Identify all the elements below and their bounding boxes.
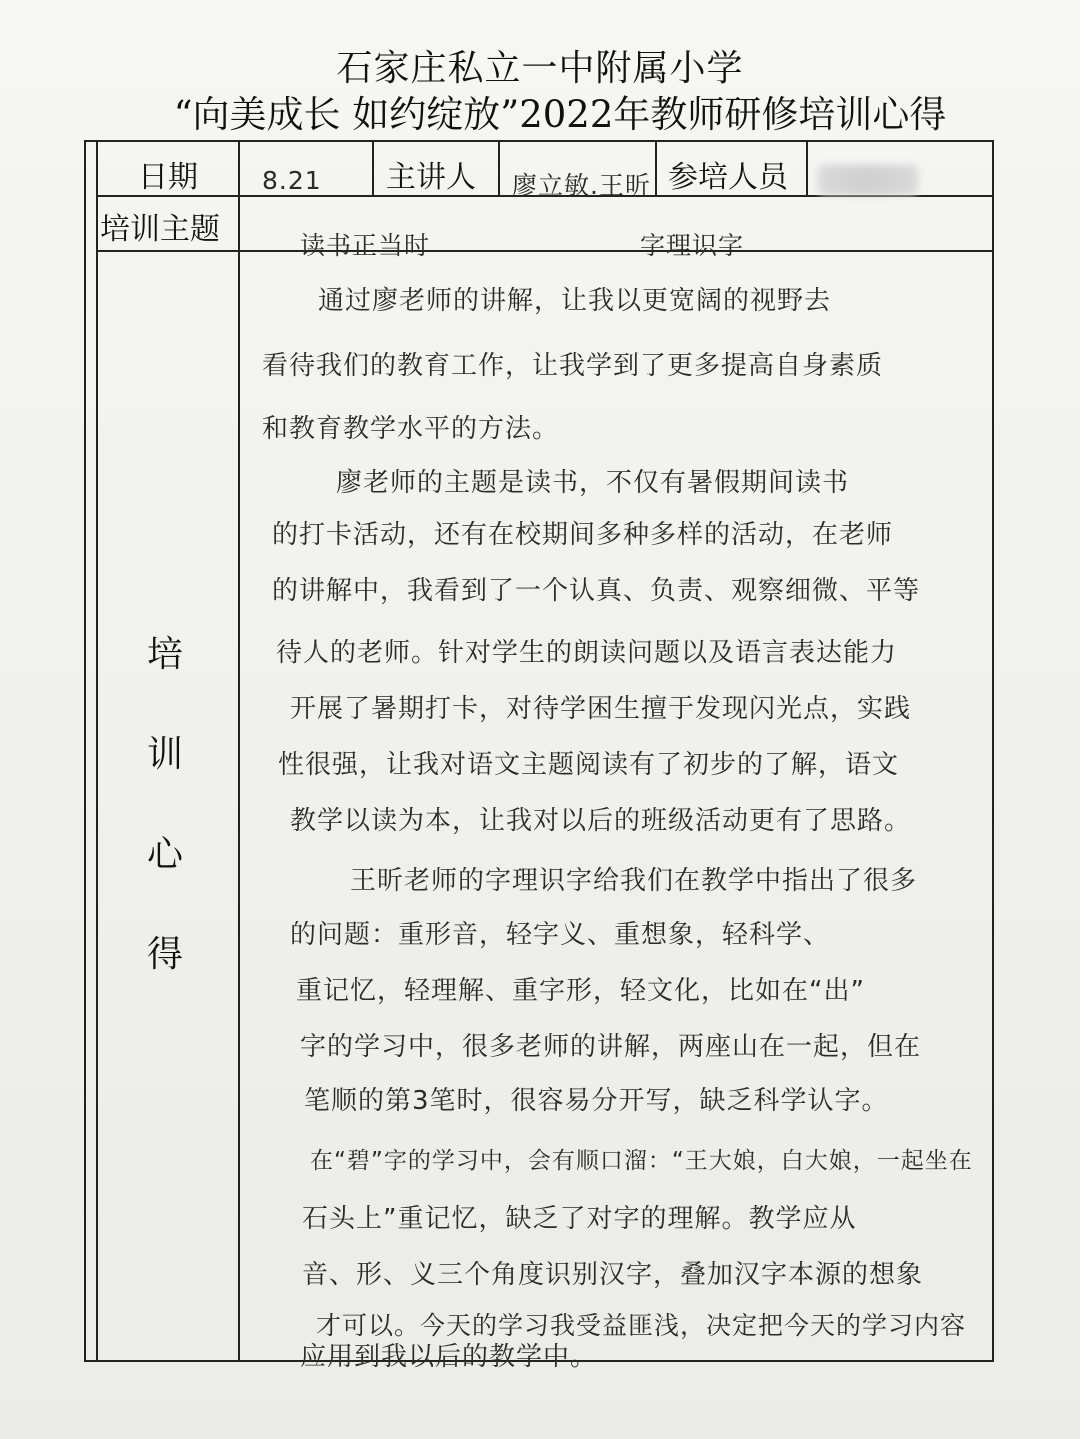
reflection-line: 和教育教学水平的方法。 — [262, 414, 560, 444]
school-name: 石家庄私立一中附属小学 — [336, 48, 744, 89]
reflection-line: 在“碧”字的学习中，会有顺口溜：“王大娘，白大娘，一起坐在 — [310, 1148, 973, 1174]
reflection-line: 待人的老师。针对学生的朗读问题以及语言表达能力 — [276, 638, 898, 668]
reflection-line: 看待我们的教育工作，让我学到了更多提高自身素质 — [262, 351, 884, 381]
row-divider-2 — [96, 250, 994, 252]
reflection-line: 才可以。今天的学习我受益匪浅，决定把今天的学习内容 — [316, 1311, 967, 1340]
attendee-label-divider — [806, 140, 808, 195]
date-label: 日期 — [138, 160, 198, 195]
reflection-line: 字的学习中，很多老师的讲解，两座山在一起，但在 — [300, 1032, 922, 1062]
speaker-attendee-divider — [655, 140, 657, 195]
speaker-label-divider — [498, 140, 500, 195]
topic-value-2: 字理识字 — [640, 231, 745, 260]
reflection-line: 音、形、义三个角度识别汉字，叠加汉字本源的想象 — [302, 1260, 924, 1290]
attendee-label: 参培人员 — [668, 160, 788, 195]
reflection-label-char: 心 — [146, 834, 183, 875]
reflection-line: 的讲解中，我看到了一个认真、负责、观察细微、平等 — [272, 576, 921, 606]
reflection-line: 性很强，让我对语文主题阅读有了初步的了解，语文 — [278, 750, 900, 780]
left-border — [96, 140, 98, 1362]
reflection-label — [140, 630, 190, 1030]
date-speaker-divider — [372, 140, 374, 195]
reflection-line: 笔顺的第3笔时，很容易分开写，缺乏科学认字。 — [304, 1086, 889, 1116]
reflection-line: 应用到我以后的教学中。 — [300, 1342, 598, 1372]
reflection-line: 教学以读为本，让我对以后的班级活动更有了思路。 — [290, 806, 912, 836]
reflection-line: 石头上”重记忆，缺乏了对字的理解。教学应从 — [302, 1204, 857, 1234]
reflection-line: 重记忆，轻理解、重字形，轻文化，比如在“出” — [296, 976, 865, 1006]
reflection-line: 开展了暑期打卡，对待学困生擅于发现闪光点，实践 — [290, 694, 912, 724]
reflection-label-char: 得 — [146, 934, 183, 975]
speaker-label: 主讲人 — [386, 160, 476, 195]
attendee-redacted — [818, 165, 918, 195]
speaker-value: 廖立敏.王昕 — [512, 171, 651, 200]
date-value: 8.21 — [262, 166, 322, 195]
label-column-divider — [238, 140, 240, 1362]
topic-value-1: 读书正当时 — [300, 231, 431, 260]
topic-label: 培训主题 — [100, 212, 220, 247]
reflection-line: 廖老师的主题是读书，不仅有暑假期间读书 — [336, 468, 850, 498]
reflection-line: 的问题：重形音，轻字义、重想象，轻科学、 — [290, 920, 831, 950]
reflection-label-char: 培 — [146, 634, 183, 675]
reflection-line: 王昕老师的字理识字给我们在教学中指出了很多 — [350, 866, 918, 896]
document-title: “向美成长 如约绽放”2022年教师研修培训心得 — [173, 93, 947, 136]
reflection-line: 通过廖老师的讲解，让我以更宽阔的视野去 — [318, 286, 832, 316]
reflection-line: 的打卡活动，还有在校期间多种多样的活动，在老师 — [272, 520, 894, 550]
reflection-label-char: 训 — [146, 734, 183, 775]
